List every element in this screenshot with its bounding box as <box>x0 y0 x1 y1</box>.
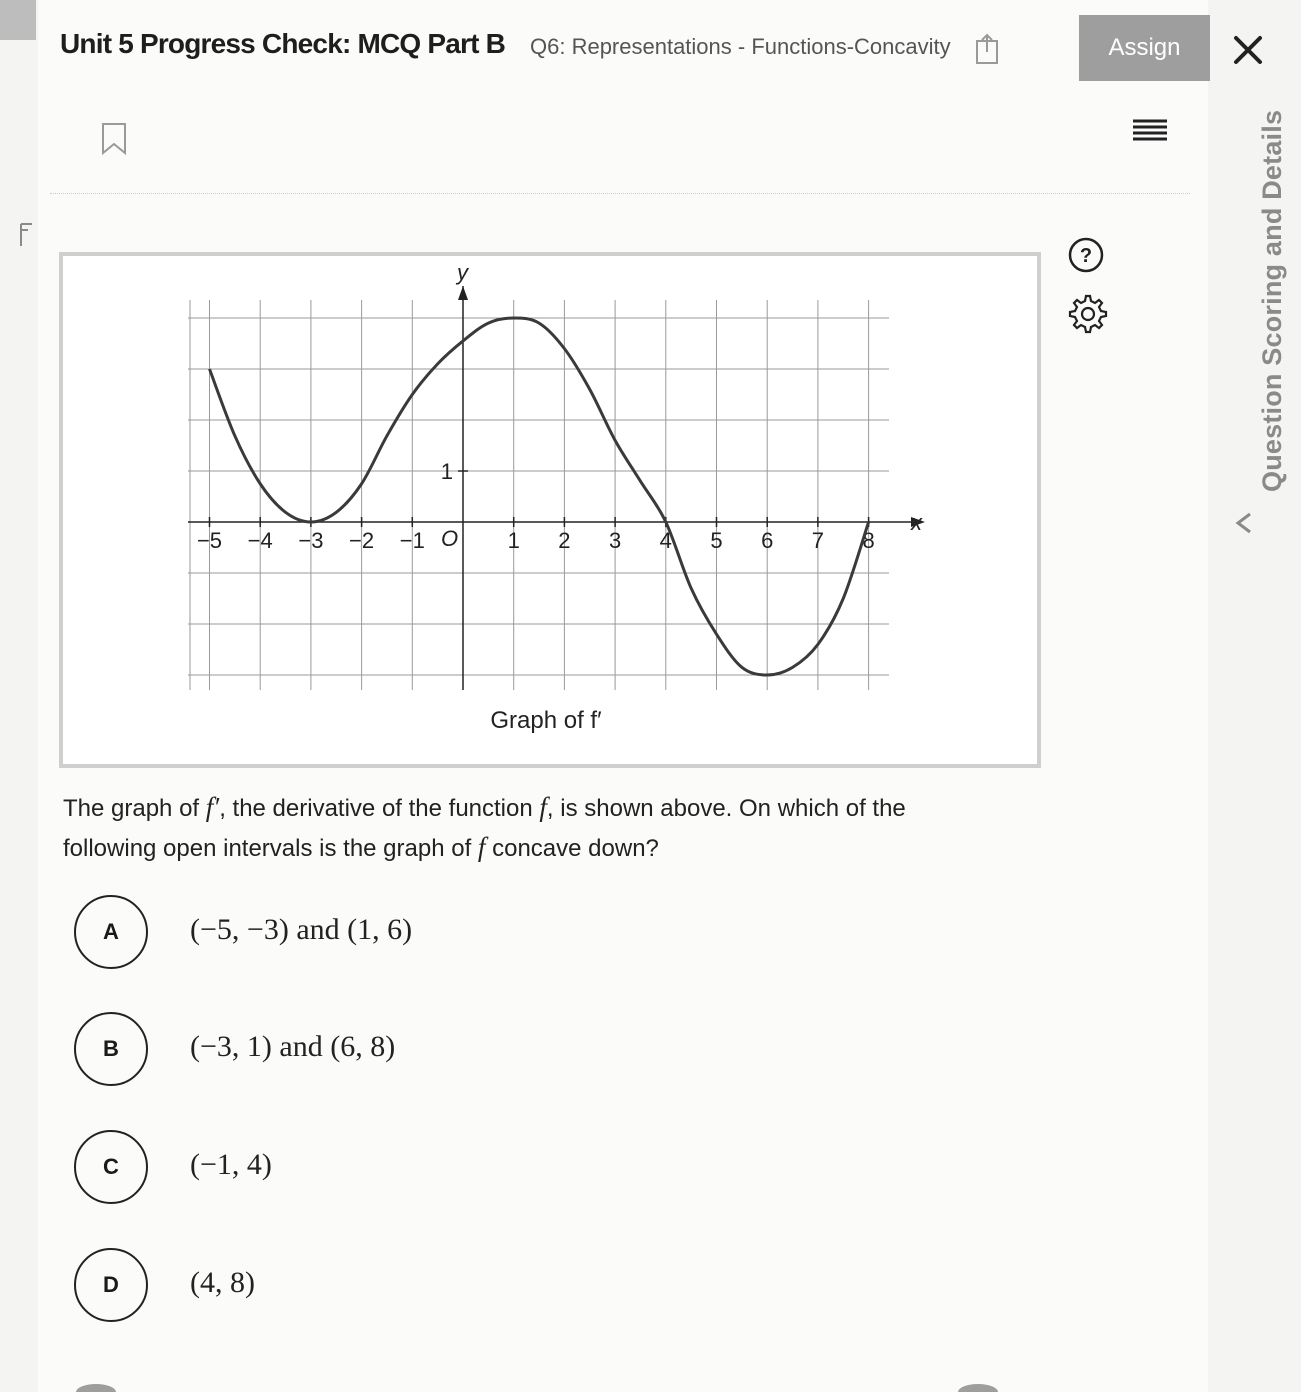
choice-b[interactable] <box>74 1012 674 1086</box>
x-tick-label: 3 <box>608 528 622 553</box>
choice-b-bubble[interactable]: B <box>74 1012 148 1086</box>
choice-a-bubble[interactable]: A <box>74 895 148 969</box>
y-tick-label: 1 <box>440 459 453 484</box>
chart-title: Graph of f′ <box>490 707 602 734</box>
question-text: The graph of f′, the derivative of the function f, is shown above. On which of the following open intervals is the graph of f concave down? <box>63 792 906 862</box>
choice-c-text: (−1, 4) <box>190 1148 272 1181</box>
chevron-left-icon[interactable] <box>1228 508 1258 538</box>
assign-button[interactable]: Assign <box>1079 15 1210 81</box>
question-scoring-details-toggle[interactable]: Question Scoring and Details <box>1257 109 1287 492</box>
hamburger-menu-icon[interactable] <box>1131 118 1169 144</box>
choice-b-text: (−3, 1) and (6, 8) <box>190 1030 396 1063</box>
x-tick-label: −1 <box>399 528 425 553</box>
x-tick-label: −3 <box>298 528 324 553</box>
x-tick-label: 2 <box>558 528 571 553</box>
x-axis-label: x <box>911 510 922 535</box>
y-axis-arrow <box>458 286 468 300</box>
close-icon[interactable] <box>1226 28 1270 72</box>
choice-c[interactable] <box>74 1130 674 1204</box>
x-tick-label: 4 <box>659 528 672 553</box>
x-tick-label: 6 <box>761 528 774 553</box>
x-tick-label: −2 <box>349 528 375 553</box>
x-tick-label: 5 <box>710 528 723 553</box>
flag-icon <box>18 222 36 248</box>
choice-d-text: (4, 8) <box>190 1266 255 1299</box>
gear-icon[interactable] <box>1066 292 1108 334</box>
origin-label: O <box>441 526 459 551</box>
series-line-f-prime <box>210 318 869 675</box>
svg-text:?: ? <box>1079 245 1093 267</box>
question-subtitle: Q6: Representations - Functions-Concavity <box>530 34 951 59</box>
x-tick-label: 7 <box>811 528 825 553</box>
header-divider <box>50 193 1190 194</box>
choice-d-bubble[interactable]: D <box>74 1248 148 1322</box>
choice-c-bubble[interactable]: C <box>74 1130 148 1204</box>
choice-a[interactable] <box>74 895 674 969</box>
x-tick-label: 8 <box>862 528 875 553</box>
bookmark-icon[interactable] <box>100 122 128 156</box>
help-icon[interactable] <box>1067 236 1105 274</box>
graph-figure <box>59 252 1041 768</box>
x-tick-label: −4 <box>247 528 273 553</box>
page-title: Unit 5 Progress Check: MCQ Part B <box>60 28 506 59</box>
y-axis-label: y <box>457 260 468 285</box>
choice-d[interactable] <box>74 1248 674 1322</box>
x-tick-label: −5 <box>196 528 223 553</box>
x-tick-label: 1 <box>507 528 520 553</box>
corner-tab <box>0 0 36 40</box>
external-link-icon[interactable] <box>974 32 1002 66</box>
choice-a-text: (−5, −3) and (1, 6) <box>190 913 413 946</box>
derivative-chart <box>63 256 1037 764</box>
